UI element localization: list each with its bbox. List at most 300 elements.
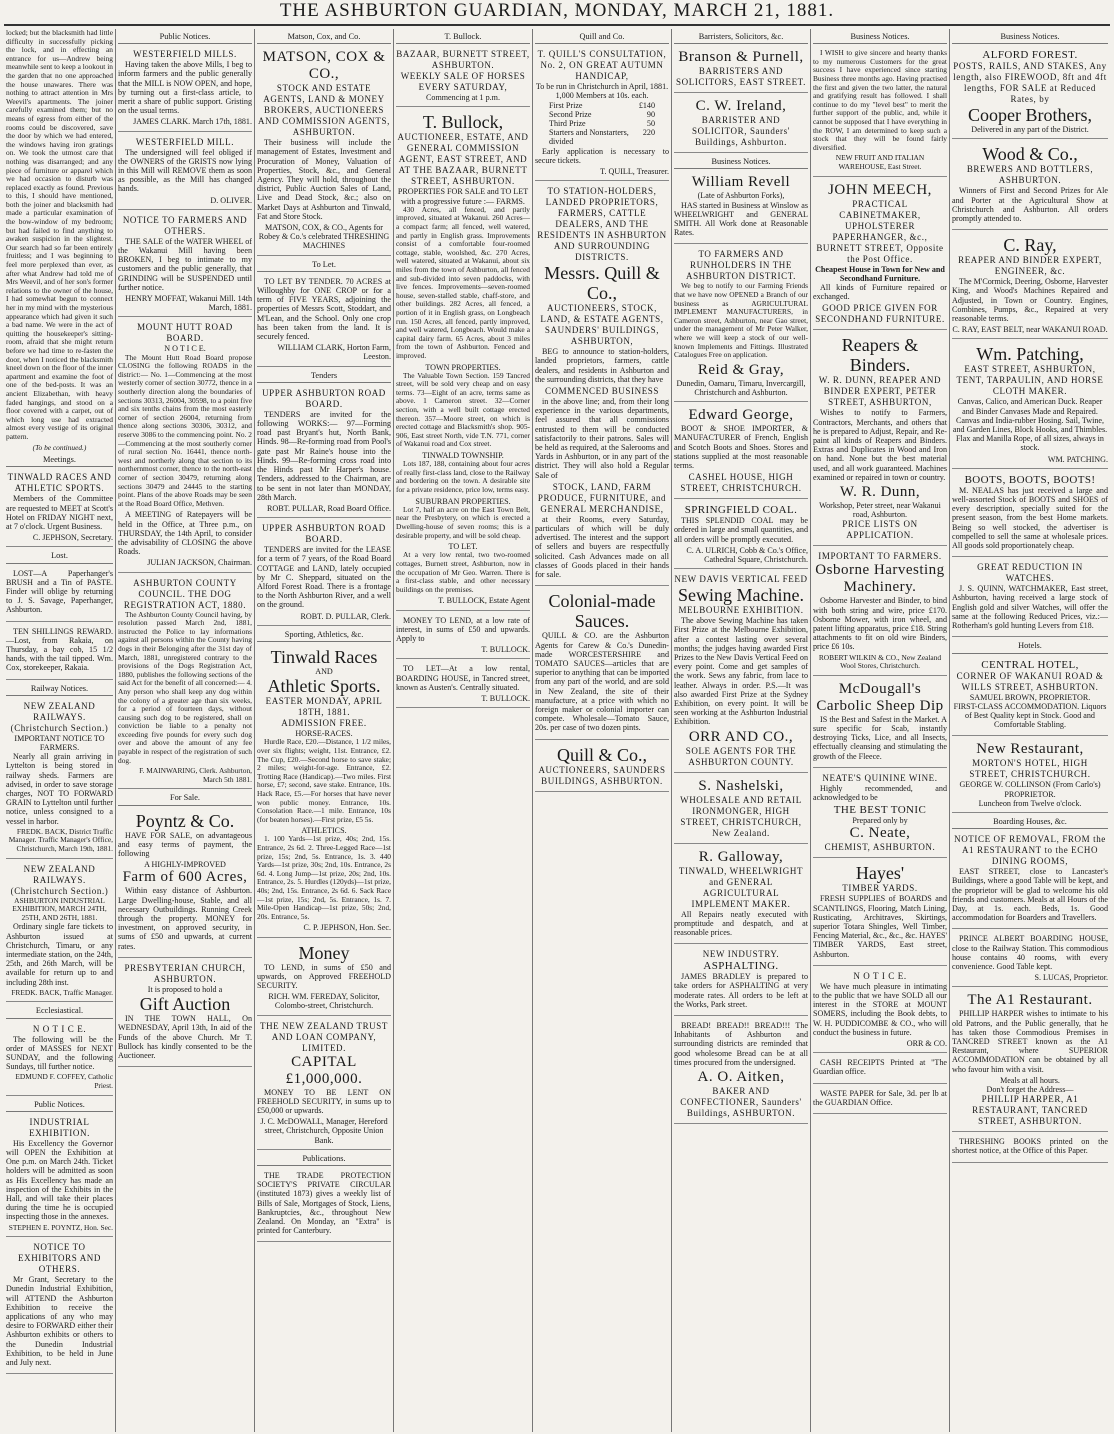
ad-signature: S. LUCAS, Proprietor.	[1034, 973, 1108, 983]
ad-signature: T. BULLOCK.	[481, 645, 530, 655]
ad-watches	[952, 560, 1108, 637]
ad-body: TO LET—At a low rental, BOARDING HOUSE, in Tancred street, known as Austen's. Centrally situated.	[396, 664, 530, 692]
ad-waste-paper	[813, 1087, 947, 1114]
ad-signature: WM. PATCHING.	[1047, 454, 1108, 464]
ad-body: All Repairs neatly executed with promptitude and despatch, and at reasonable prices.	[674, 909, 808, 938]
ad-firm-name: Hayes'	[855, 863, 905, 884]
ad-meech	[813, 180, 947, 331]
column-5	[533, 29, 671, 1432]
ad-body: 1. 100 Yards—1st prize, 40s; 2nd, 15s. Entrance, 2s 6d. 2. Three-Legged Race—1st prize, 15s; 2nd, 5s. Entrance, 1s. 3. 440 Yards—1st prize, 30s; 2nd, 10s. Entrance, 2s 6d. 4. Long Jump—1st prize, 20s; 2nd, 10s. Entrance, 2s. 5. Hurdles (120yds)—1st prize, 40s; 2nd, 15s. Entrance, 2s 6d. 6. Sack Race—1st prize, 15s; 2nd, 5s. Entrance, 1s. 7. Mile-Open Handicap—1st prize, 50s; 2nd, 20s. Entrance, 5s.	[257, 834, 391, 921]
ad-body: We beg to notify to our Farming Friends that we have now OPENED a Branch of our business as AGRICULTURAL IMPLEMENT MANUFACTURERS, in Cameron street, Ashburton, near Gao street, under the management of Mr Peter Walker, where we will keep a stock of our well-known Implements and Fittings. Illustrated Catalogues Free on application.	[674, 281, 808, 360]
to-be-continued: (To be continued.)	[32, 442, 87, 452]
prize-row	[535, 119, 669, 128]
section-header-business: Business Notices.	[952, 31, 1108, 44]
ad-headline: Colonial-made Sauces.	[548, 591, 656, 632]
ad-firm-name: MATSON, COX & CO.,	[262, 49, 386, 83]
ad-title: IMPORTANT TO FARMERS.	[818, 551, 942, 562]
ad-title: NOTICE TO EXHIBITORS AND OTHERS.	[18, 1242, 101, 1275]
ad-subheader: TOWN PROPERTIES.	[425, 362, 501, 372]
ad-body: 430 Acres, all fenced, and partly improved, situated at Wakanui. 260 Acres—a compact farm; all fenced, well watered, and partly in English grass. Improvements consist of a comfortable four-roomed cottage, stable, woolshed, &c. 270 Acres, well watered, situated at Wakanui, about six miles from the town of Ashburton, all fenced and sub-divided into seven paddocks, with live fences. Improvements—seven-roomed house, seven-stalled stable, chaff-store, and other buildings. 282 Acres, all fenced, a portion of it in English grass, on Longbeach run. 150 Acres, all fenced, partly improved, and well watered, Longbeach. Would make a capital dairy farm. 65 Acres, about 3 miles from the town of Ashburton. Fenced and improved.	[396, 204, 530, 360]
ad-subtitle: Dunedin, Oamaru, Timaru, Invercargill, Christchurch and Ashburton.	[676, 378, 806, 397]
ad-osborne	[813, 549, 947, 675]
ad-body: TENDERS are invited for the LEASE for a term of 7 years, of the Road Board COTTAGE and LAND, lately occupied by Mr C. Sheppard, situated on the Alford Forest Road. There is a frontage to the North Ashburton River, and a well on the ground.	[257, 545, 391, 610]
ad-westerfield-mills	[118, 47, 252, 131]
ad-subtitle: To be run in Christchurch in April, 1881.	[535, 82, 669, 92]
ad-firm-name: C. Ray,	[1003, 235, 1057, 256]
ad-quill-auctioneers	[535, 743, 669, 792]
ad-nashelski	[674, 776, 808, 844]
ad-exhibitors	[6, 1240, 113, 1374]
ad-t-bullock	[396, 110, 530, 610]
ad-body: Winners of First and Second Prizes for Ale and Porter at the Agricultural Show at Christchurch and Ashburton. All orders promptly attended to.	[952, 186, 1108, 224]
ad-body: PHILLIP HARPER wishes to intimate to his old Patrons, and the Public generally, that he has taken those Commodious Premises in TANCRED STREET known as the A1 Restaurant, where SUPERIOR ACCOMMODATION can be obtained by all who favour him with a visit.	[952, 1009, 1108, 1074]
ad-body: Highly recommended, and acknowledged to be	[813, 783, 947, 802]
ad-title: SPRINGFIELD COAL.	[684, 504, 798, 517]
ad-body: The undersigned will feel obliged if the OWNERS of the GRISTS now lying in this Mill will REMOVE them as soon as possible, as the Mill has changed hands.	[118, 147, 252, 194]
ad-subheader: SUBURBAN PROPERTIES.	[415, 496, 511, 506]
ad-firm-name: Messrs. Quill & Co.,	[544, 263, 660, 304]
ad-body: Luncheon from Twelve o'clock.	[978, 798, 1082, 808]
section-header-bullock: T. Bullock.	[396, 31, 530, 44]
section-header-publications: Publications.	[257, 1153, 391, 1166]
ad-signature: C. JEPHSON, Secretary.	[32, 533, 113, 543]
ad-subtitle: WEEKLY SALE OF HORSES EVERY SATURDAY,	[400, 71, 526, 93]
section-header-sporting: Sporting, Athletics, &c.	[257, 629, 391, 642]
ad-firm-name: S. Nashelski,	[698, 777, 784, 794]
ad-title: WESTERFIELD MILLS.	[133, 49, 237, 60]
ad-signature: MATSON, COX, & CO., Agents for Robey & Co.'s celebrated THRESHING MACHINES	[258, 223, 390, 251]
ad-title: ASHBURTON COUNTY COUNCIL. THE DOG REGISTRATION ACT, 1880.	[123, 577, 247, 610]
section-header-meetings: Meetings.	[6, 454, 113, 467]
ad-notice-farmers	[118, 213, 252, 318]
ad-body: at their Rooms, every Saturday, particulars of which will be duly advertised. The interest and the support of sellers and buyers are respectfully solicited. Cash Advances made on all classes of Goods placed in their hands for sale.	[535, 514, 669, 580]
ad-firm-name: W. R. Dunn,	[839, 483, 921, 500]
ad-masses	[6, 1022, 113, 1096]
ad-body: BOOT & SHOE IMPORTER, & MANUFACTURER of French, English and Scotch Boots and Shoes. Stores and stations supplied at the most reasonable terms.	[674, 424, 808, 470]
ad-subtitle: BARRISTERS AND SOLICITORS, EAST STREET.	[676, 66, 806, 88]
ad-revell	[674, 172, 808, 244]
ad-to-let-tender	[257, 275, 391, 367]
ad-body: The above Sewing Machine has taken First Prize at the Melbourne Exhibition, after a contest lasting over several months; the judges having awarded First Prizes to the New Davis Vertical Feed on every point. Come and get samples of the work. Sews any fabric, from lace to leather. Always in order. P.S.—It was also awarded First Prize at the Sydney Exhibition, on every point. It will be seen working at the Ashburton Industrial Exhibition.	[674, 616, 808, 727]
ad-subheader: HORSE-RACES.	[295, 729, 353, 739]
ad-body: HAS started in Business at Winslow as WHEELWRIGHT and GENERAL SMITH. All Work done at Reasonable Rates.	[674, 200, 808, 238]
ad-headline: Gift Auction	[139, 994, 231, 1015]
ad-firm-name: Branson & Purnell,	[678, 49, 804, 66]
ad-colonial-sauces	[535, 589, 669, 739]
section-header-business: Business Notices.	[674, 156, 808, 169]
section-header-tenders: Tenders	[257, 370, 391, 383]
ad-signature: JAMES CLARK. March 17th, 1881.	[133, 117, 252, 127]
ad-prepared: Prepared only by	[852, 816, 908, 826]
ad-body: THIS SPLENDID COAL may be ordered in large and small quantities, and all orders will be promptly executed.	[674, 516, 808, 544]
ad-signature: STEPHEN E. POYNTZ, Hon. Sec.	[8, 1222, 113, 1232]
ad-body: FIRST-CLASS ACCOMMODATION. Liquors of Best Quality kept in Stock. Good and Comfortable Stabling.	[953, 701, 1107, 730]
ad-body: LOST—A Paperhanger's BRUSH and a Tin of PASTE. Finder will oblige by returning to J. S. Savage, Paperhanger, Ashburton.	[6, 568, 113, 615]
ad-title: MOUNT HUTT ROAD BOARD.	[137, 322, 233, 344]
ad-title: NEW INDUSTRY.	[702, 949, 780, 960]
ad-body: Nearly all grain arriving in Lyttelton is being stored in railway sheds. Farmers are advised, in order to save storage charges, NOT TO FORWARD GRAIN to Lyttelton until further notice, unless consigned to a vessel in harbor.	[6, 752, 113, 826]
prize-row	[535, 101, 669, 110]
ad-title: WESTERFIELD MILL.	[135, 136, 235, 147]
ad-signature: J. C. McDOWALL, Manager, Hereford street, Christchurch, Opposite Union Bank.	[260, 1117, 388, 1145]
ad-subtitle: AUCTIONEER, ESTATE, AND GENERAL COMMISSION AGENT, EAST STREET, AND AT THE BAZAAR, BURNETT STREET, ASHBURTON.	[397, 132, 529, 187]
section-header-lost: Lost.	[6, 550, 113, 563]
ad-firm-name: A. O. Aitken,	[697, 1069, 785, 1086]
ad-body: PRINCE ALBERT BOARDING HOUSE, close to the Railway Station. This commodious house contains 40 rooms, with every convenience. Good Table kept.	[952, 934, 1108, 971]
ad-forget: Don't forget the Address—	[986, 1084, 1074, 1094]
ad-regular-sale: STOCK, LAND, FARM PRODUCE, FURNITURE, and GENERAL MERCHANDISE,	[537, 481, 667, 514]
ad-headline: Osborne Harvesting Machinery.	[815, 562, 945, 596]
ad-body: M. NEALAS has just received a large and well-assorted Stock of BOOTS and SHOES of every description, specially suited for the present season, from the best Home markets. Being so well stocked, the advertiser is compelled to sell the same at wholesale prices. All goods sold proportionately cheap.	[952, 485, 1108, 551]
ad-commenced: COMMENCED BUSINESS	[544, 386, 660, 397]
ad-body: Having taken the above Mills, I beg to inform farmers and the public generally that the MILL is NOW OPEN, and hope, by turning out a first-class article, to merit a share of public support. Gristing on the usual terms.	[118, 60, 252, 116]
ad-body: Lots 187, 188, containing about four acres of really first-class land, close to the Railway and bordering on the town. A desirable site for a private residence, price low, terms easy.	[396, 459, 530, 495]
column-3	[255, 29, 393, 1432]
ad-body: BREAD! BREAD!! BREAD!!! The Inhabitants of Ashburton and surrounding districts are reminded that good wholesome Bread can be at all times procured from the undersigned.	[674, 1021, 808, 1067]
ad-title: GREAT REDUCTION IN WATCHES.	[977, 562, 1083, 584]
ad-signature: PHILLIP HARPER, A1 RESTAURANT, TANCRED STREET, ASHBURTON.	[972, 1094, 1088, 1127]
section-header-quill: Quill and Co.	[535, 31, 669, 44]
ad-signature: NEW FRUIT AND ITALIAN WAREHOUSE, East Street.	[835, 153, 925, 171]
ad-signature: T. BULLOCK, Estate Agent	[438, 596, 530, 606]
ad-nz-trust	[257, 1019, 391, 1150]
masthead-rule	[4, 24, 1110, 26]
ad-title: NEW DAVIS VERTICAL FEED	[674, 574, 808, 585]
ad-subtitle: A HIGHLY-IMPROVED	[144, 860, 226, 870]
ad-signature: C. P. JEPHSON, Hon. Sec.	[303, 923, 391, 933]
ad-body: The Mount Hutt Road Board propose CLOSING the following ROADS in the district:— No. 1—Commencing at the most westerly corner of section 30772, thence in a southerly direction along the boundaries of sections 30313, 26004, 30598, to a point five and six tenths chains from the most easterly corner of section 26004, returning from thence along sections 30306, 30312, and reserve 3086 to the commencing point. No. 2—Commencing at the most southerly corner of rural section No. 16441, thence north-west and northerly along that section to its northernmost corner, thence to the north-east corner of section 30479, returning along sections 30479 and 24445 to the starting point. Plans of the above Roads may be seen at the Road Board Office, Methven.	[118, 352, 252, 508]
ad-headline: Athletic Sports.	[267, 676, 381, 697]
prize-value: £140	[638, 100, 655, 110]
ad-body: His Excellency the Governor will OPEN the Exhibition at One p.m. on March 24th. Ticket holders will be admitted as soon as His Excellency has made an inspection of the Exhibits in the Hall, and will take their places during the time he is occupied inspecting those in the annexes.	[6, 1138, 113, 1222]
column-6	[672, 29, 810, 1432]
section-header-hotels: Hotels.	[952, 640, 1108, 653]
ad-body: Members of the Committee are requested to MEET at Scott's Hotel on FRIDAY NIGHT next, at 7 o'clock. Urgent Business.	[6, 494, 113, 531]
ad-firm-name: Poyntz & Co.	[135, 810, 235, 831]
ad-springfield-coal	[674, 502, 808, 569]
ad-matson-cox	[257, 47, 391, 255]
ad-admission: ADMISSION FREE.	[281, 718, 367, 729]
section-header-boarding: Boarding Houses, &c.	[952, 816, 1108, 829]
ad-subtitle: ASHBURTON INDUSTRIAL EXHIBITION, MARCH 24TH, 25TH, AND 26TH, 1881.	[12, 895, 107, 922]
ad-reapers-binders	[813, 333, 947, 546]
ad-body: WASTE PAPER for Sale, 3d. per lb at the GUARDIAN Office.	[813, 1088, 947, 1107]
prize-label: Second Prize	[549, 109, 592, 119]
ad-body: MONEY TO BE LENT ON FREEHOLD SECURITY, in sums up to £50,000 or upwards.	[257, 1087, 391, 1116]
ad-quill-business	[535, 184, 669, 586]
ad-headline: Cheapest House in Town for New and Secondhand Furniture.	[815, 264, 945, 283]
ad-body: TO LEND, in sums of £50 and upwards, on Approved FREEHOLD SECURITY.	[257, 962, 391, 991]
ad-subtitle: W. R. DUNN, REAPER AND BINDER EXPERT, PETER STREET, ASHBURTON,	[818, 375, 942, 408]
ad-edward-george	[674, 405, 808, 499]
ad-headline: Money	[298, 942, 350, 963]
ad-notice-orr	[813, 969, 947, 1053]
ad-money-lend	[396, 614, 530, 660]
ad-body: JAMES BRADLEY is prepared to take orders for ASPHALTING at very moderate rates. All orders to be left at the Works, Park street.	[674, 972, 808, 1009]
ad-body: Their business will include the management of Estates, Investment and Procuration of Money, Valuation of Properties, Stock, &c., and General Agency. They will hold, throughout the district, Public Auction Sales of Land, Live and Dead Stock, &c.; also on Market Days at Ashburton and Tinwald, Fat and Store Stock.	[257, 138, 391, 221]
ad-subtitle: TINWALD, WHEELWRIGHT and GENERAL AGRICULTURAL IMPLEMENT MAKER.	[678, 865, 804, 909]
ad-aitken	[674, 1019, 808, 1124]
ad-mount-hutt	[118, 320, 252, 572]
ad-body: Early application is necessary to secure tickets.	[535, 146, 669, 165]
ad-subtitle: EAST STREET, ASHBURTON, TENT, TARPAULIN, AND HORSE CLOTH MAKER.	[956, 364, 1104, 397]
ad-members: 1,000 Members at 10s. each.	[555, 91, 649, 101]
ad-reid-gray	[674, 247, 808, 402]
ad-headline: McDougall's Carbolic Sheep Dip	[816, 680, 944, 714]
ad-title: INDUSTRIAL EXHIBITION.	[29, 1116, 90, 1138]
ad-upper-ashburton-works	[257, 386, 391, 518]
ad-body: THE SALE of the WATER WHEEL of the Wakanui Mill having been BROKEN, I beg to intimate to my customers and the public generally, that GRINDING will be SUSPENDED until further notice.	[118, 236, 252, 292]
ad-ireland	[674, 96, 808, 153]
prize-label: First Prize	[549, 100, 583, 110]
ad-signature: T. BULLOCK.	[481, 694, 530, 703]
ad-and: AND	[315, 666, 333, 676]
ad-firm-name: Reid & Gray,	[697, 361, 785, 378]
ad-headline: CAPITAL £1,000,000.	[285, 1053, 363, 1087]
ad-title: NEW ZEALAND RAILWAYS. (Christchurch Section.)	[10, 863, 109, 896]
ad-headline: CENTRAL HOTEL,	[981, 658, 1079, 671]
ad-title: NEATE'S QUININE WINE.	[822, 772, 938, 783]
ad-subtitle: SOLE AGENTS FOR THE ASHBURTON COUNTY.	[685, 745, 797, 767]
ad-signature: C. A. ULRICH, Cobb & Co.'s Office, Cathedral Square, Christchurch.	[686, 545, 808, 564]
ad-fruit-warehouse	[813, 47, 947, 176]
ad-westerfield-mill	[118, 135, 252, 210]
ad-headline: BOOTS, BOOTS, BOOTS!	[964, 473, 1096, 486]
ad-title: UPPER ASHBURTON ROAD BOARD.	[262, 387, 386, 409]
ad-subtitle: BREWERS AND BOTTLERS, ASHBURTON.	[966, 164, 1094, 186]
ad-body: Ordinary single fare tickets to Ashburton issued at Christchurch, Timaru, or any intermediate station, on the 24th, 25th, and 26th March, will be available for return up to and including 28th inst.	[6, 922, 113, 987]
ad-body: We have much pleasure in intimating to the public that we have SOLD all our interest in the STORE at MOUNT SOMERS, including the Book debts, to W. H. PUDDICOMBE & CO., who will conduct the business in future.	[813, 981, 947, 1037]
ad-headline: THE BEST TONIC	[833, 804, 927, 817]
ad-railway-farmers	[6, 699, 113, 859]
ad-date: EASTER MONDAY, APRIL 18TH, 1881.	[265, 696, 383, 718]
ad-meals: Meals at all hours.	[1000, 1075, 1060, 1085]
ad-trade-protection	[257, 1169, 391, 1242]
column-4	[394, 29, 532, 1432]
ad-headline: Farm of 600 Acres,	[122, 869, 248, 886]
ad-subtitle: MORTON'S HOTEL, HIGH STREET, CHRISTCHURCH.	[969, 758, 1091, 780]
ad-firm-name: ORR AND CO.,	[688, 728, 794, 745]
ad-body: TENDERS are invited for the following WORKS:— 97—Forming road past Bryant's hut, North Bank, Hinds. 98—Re-forming road from Pool's gate past Mr Raine's house into the Hinds. 99—Re-forming cross road into the Hinds past Mr Harper's house. Tenders, addressed to the Chairman, are to be sent in not later than MONDAY, 28th March.	[257, 409, 391, 502]
masthead: THE ASHBURTON GUARDIAN, MONDAY, MARCH 21, 1881.	[279, 0, 835, 21]
ad-dog-registration	[118, 576, 252, 790]
ad-body: The Valuable Town Section. 159 Tancred street, will be sold very cheap and on easy terms. 73—Eight of an acre, terms same as above. 1 Cameron street. 32—Corner section, with a well built cottage erected thereon. 357—Moore street, on which is erected cottage and Blacksmith's shop. 905-906, East street North, vide T.N. 771, corner of Wakanui road and Cox street.	[396, 370, 530, 449]
ad-title: ALFORD FOREST.	[982, 49, 1078, 62]
ad-body: Wishes to notify to Farmers, Contractors, Merchants, and others that he is prepared to Adjust, Repair, and Re-paint all kinds of Reapers and Binders. Extras and Duplicates in Wood and Iron on hand. None but the best material used, and all work guaranteed. Machines examined or repaired in town or country.	[813, 408, 947, 482]
ad-body: The Ashburton County Council having, by resolution passed March 2nd, 1881, instructed the Police to lay informations against all persons within the County having dogs in their Belonging after the 31st day of March, 1881, unregistered contrary to the provisions of the Dogs Registration Act, 1880, publishes the following sections of the said Act for the benefit of all concerned:— 4. Any person who shall keep any dog within the colony of a greater age than six weeks, for a period of fourteen days, without causing such dog to be registered, shall on conviction be liable to a penalty not exceeding five pounds for every such dog over and above the amount of any fee payable in respect of the registration of such dog.	[118, 609, 253, 765]
ad-asphalting	[674, 947, 808, 1016]
ad-lost-brush	[6, 567, 113, 622]
ad-title: N O T I C E.	[32, 1023, 87, 1034]
ad-body-meeting: A MEETING of Ratepayers will be held in the Office, at Three p.m., on THURSDAY, the 14th April, to consider the advisability of CLOSING the above Roads.	[118, 510, 252, 557]
ad-wood-co	[952, 142, 1108, 230]
ad-body: The M'Cormick, Deering, Osborne, Harvester King, and Wood's Machines Repaired and Adjusted, in Town or Country. Engines, Combines, Pumps, &c., Repaired at very reasonable terms.	[952, 277, 1108, 324]
section-header-public-notices: Public Notices.	[118, 31, 252, 44]
ad-body: BEG to announce to station-holders, landed proprietors, farmers, cattle dealers, and residents in Ashburton and the surrounding districts, that they have	[535, 347, 669, 384]
ad-body: QUILL & CO. are the Ashburton Agents for Carew & Co.'s Dunedin-made WORCESTERSHIRE and TOMATO SAUCES—articles that are superior to anything that can be imported from any part of the world, and are sold in New Zealand, the site of their manufacture, at a price with which no foreign maker or colonial importer can compete. Wholesale—Tomato Sauce, 20s. per case of two dozen pints.	[535, 631, 669, 733]
ad-c-ray	[952, 233, 1108, 339]
ad-signature: C. RAY, EAST BELT, near WAKANUI ROAD.	[952, 325, 1108, 335]
ad-body: HAVE FOR SALE, on advantageous and easy terms of payment, the following	[118, 830, 252, 859]
ad-body: THE TRADE PROTECTION SOCIETY'S PRIVATE CIRCULAR (instituted 1873) gives a weekly list of Bills of Sale, Mortgages of Stock, Liens, Bankruptcies, &c., throughout New Zealand. On Monday, an "Extra" is printed for Canterbury.	[257, 1171, 391, 1236]
ad-body: in the above line; and, from their long experience in the various departments, feel assured that all commissions entrusted to them will be conducted satisfactorily to their patrons. Sales will be held as required, at the Salerooms and Yards in Ashburton, or in any part of the district. They will also hold a Regular Sale of	[535, 397, 669, 480]
ad-body: The following will be the order of MASSES for NEXT SUNDAY, and the following Sundays, till further notice.	[6, 1034, 113, 1072]
ad-title: NOTICE OF REMOVAL, FROM the A1 RESTAURANT to the ECHO DINING ROOMS,	[954, 834, 1106, 867]
ad-new-restaurant	[952, 739, 1108, 813]
ad-signature: FREDK. BACK, District Traffic Manager. Traffic Manager's Office, Christchurch, March 19th, 1881.	[8, 826, 113, 853]
ad-subtitle: IMPORTANT NOTICE TO FARMERS.	[14, 733, 105, 752]
ad-headline: ASPHALTING.	[703, 960, 779, 973]
ad-subtitle: TIMBER YARDS.	[842, 883, 918, 894]
ad-title: NOTICE TO FARMERS AND OTHERS.	[122, 214, 248, 236]
ad-body: I WISH to give sincere and hearty thanks to my numerous Customers for the great success I have experienced since starting Business three months ago. Having practised the first and given the two latter, the natural and gratifying result has followed. I shall continue to do my "level best" to merit the further support of the public, and, while it cannot be supposed that I have everything in the ROW, I am determined to keep such a stock that they will be found fairly diversified.	[813, 48, 947, 152]
ad-firm-name: Edward George,	[688, 407, 794, 424]
ad-signature: WILLIAM CLARK, Horton Farm, Leeston.	[277, 343, 391, 362]
ad-title: PRESBYTERIAN CHURCH, ASHBURTON.	[124, 962, 246, 984]
ad-presbyterian	[118, 961, 252, 1067]
ad-money-fereday	[257, 941, 391, 1016]
ad-subtitle: (Late of Ashburton Forks),	[697, 191, 785, 201]
section-header-barristers: Barristers, Solicitors, &c.	[674, 31, 808, 44]
ad-signature: FREDK. BACK, Traffic Manager.	[11, 987, 113, 997]
ad-removal	[952, 832, 1108, 929]
ad-signature: ROBERT WILKIN & CO., New Zealand Wool Stores, Christchurch.	[818, 652, 942, 671]
column-8	[950, 29, 1110, 1432]
ad-signature: D. OLIVER.	[210, 195, 252, 205]
ad-threshing-books	[952, 1135, 1108, 1162]
ad-title: TO FARMERS AND RUNHOLDERS IN THE ASHBURTON DISTRICT.	[685, 249, 797, 282]
ad-title: N O T I C E.	[853, 970, 907, 981]
ad-time: Commencing at 1 p.m.	[426, 93, 500, 103]
ad-body: Mr Grant, Secretary to the Dunedin Industrial Exhibition, will ATTEND the Ashburton Exhibition to receive the applications of any who may desire to FORWARD either their Ashburton exhibits or others to the Dunedin Industrial Exhibition, to be held in June and July next.	[6, 1275, 113, 1368]
ad-subtitle: BARRISTER AND SOLICITOR, Saunders' Buildings, Ashburton.	[692, 115, 790, 148]
ad-body: FRESH SUPPLIES of BOARDS and SCANTLINGS, Flooring, Match Lining, Rusticating, Architraves, Skirtings, superior Totara Shingles, Well Timber, Fencing Material, &c., &c., &c. HAYES' TIMBER YARDS, East street, Ashburton.	[813, 894, 947, 959]
ad-headline: New Restaurant,	[976, 741, 1084, 758]
ad-neate	[813, 771, 947, 859]
ad-subtitle: MELBOURNE EXHIBITION.	[678, 605, 804, 616]
ad-body: MONEY TO LEND, at a low rate of interest, in sums of £50 and upwards. Apply to	[396, 615, 530, 643]
ad-firm-name: T. Bullock,	[422, 112, 504, 133]
section-header-to-let: To Let.	[257, 259, 391, 272]
ad-body: EAST STREET, close to Lancaster's Buildings, where a good Table will be kept, and the proprietor will be glad to welcome his old friends and customers. Meals at all Hours of the Day, at 1s. each. Beds, 1s. Good accommodation for Boarders and Travellers.	[952, 867, 1108, 923]
ad-subheader: TO LET.	[448, 542, 478, 552]
ad-firm-name: R. Galloway,	[698, 848, 784, 865]
ad-signature: F. MAINWARING, Clerk. Ashburton, March 5th 1881.	[139, 766, 252, 784]
ad-body: All kinds of Furniture repaired or exchanged.	[813, 282, 947, 302]
ad-boarding-to-let	[396, 662, 530, 708]
ad-headline: The A1 Restaurant.	[967, 992, 1093, 1009]
ad-body: IN THE TOWN HALL, On WEDNESDAY, April 13th, In aid of the Funds of the above Church. Mr T. Bullock has kindly consented to be the Auctioneer.	[118, 1014, 252, 1060]
ad-body: TO LET BY TENDER. 70 ACRES at Willoughby for ONE CROP or for a term of FIVE YEARS, adjoining the properties of Messrs Scott, Stoddart, and M'Lean, and the School. Only one crop has been taken from the land. It is securely fenced.	[257, 276, 391, 342]
ad-signature: T. QUILL, Treasurer.	[600, 167, 669, 177]
ad-price-list: PRICE LISTS ON APPLICATION.	[842, 519, 918, 541]
ad-headline: Sewing Machine.	[678, 585, 804, 606]
ad-body: TEN SHILLINGS REWARD.—Lost, from Rakaia, on Thursday, a bay cob, 15 1/2 hands, with the tail tipped. Wm. Cox, storekeeper, Rakaia.	[6, 626, 113, 673]
section-header-public-notices: Public Notices.	[6, 1099, 113, 1112]
ad-upper-ashburton-lease	[257, 521, 391, 626]
ad-headline: Reapers & Binders.	[841, 335, 919, 376]
section-header-business: Business Notices.	[813, 31, 947, 44]
section-header-ecclesiastical: Ecclesiastical.	[6, 1005, 113, 1018]
ad-firm-name: Wm. Patching,	[976, 344, 1084, 365]
ad-title: UPPER ASHBURTON ROAD BOARD.	[262, 523, 386, 545]
ad-boots	[952, 472, 1108, 557]
ad-title: TINWALD RACES AND ATHLETIC SPORTS.	[7, 472, 112, 494]
ad-body: Osborne Harvester and Binder, to bind with both string and wire, price £170. Osborne Mower, with iron wheel, and patent lifting apparatus, price £18. String attachments to fit on old wire Binders, price £6 10s.	[813, 596, 947, 652]
ad-signature: RICH. WM. FEREDAY, Solicitor, Colombo-street, Christchurch.	[268, 992, 380, 1011]
ad-subtitle: BAKER AND CONFECTIONER, Saunders' Buildings, ASHBURTON.	[680, 1086, 802, 1119]
ad-title: TO STATION-HOLDERS, LANDED PROPRIETORS, FARMERS, CATTLE DEALERS, AND THE RESIDENTS IN ASHBURTON AND SURROUNDING DISTRICTS.	[537, 186, 667, 263]
ad-firm-name: Quill & Co.,	[556, 744, 647, 765]
ad-signature: JULIAN JACKSON, Chairman.	[147, 558, 252, 568]
prize-value: 220	[642, 128, 655, 138]
ad-signature: SAMUEL BROWN, PROPRIETOR.	[969, 692, 1091, 702]
ad-subtitle: It is proposed to hold a	[147, 984, 223, 994]
ad-sewing-machine	[674, 572, 808, 772]
ad-firm-name: JOHN MEECH,	[828, 181, 932, 198]
ad-quill-consultation	[535, 47, 669, 181]
prize-row	[535, 128, 669, 146]
ad-headline: Tinwald Races	[270, 646, 378, 667]
prize-value: 90	[646, 109, 655, 119]
ad-galloway	[674, 847, 808, 945]
serial-story: locked; but the blacksmith had little difficulty in successfully picking the lock, and in effecting an entrance for us—Andrew being meanwhile sent to keep a lookout in the garden that no one approached the house unawares. There was nothing to attract attention in Mrs Weevil's apartments. The joiner carefully examined them; but no means of egress from either of the rooms could be discovered, save the door by which we had entered, the windows having iron gratings on. We took the utmost care that nothing was disarranged; and any piece of furniture or apparel which we had occasion to disturb was replaced exactly as found. Previous to this, I should have mentioned, both the joiner and blacksmith had made a particular examination of the bow-window of my bedroom; but had failed to find anything to awaken suspicion in the slightest. Our search had so far been entirely fruitless; and I was beginning to feel more perplexed than ever, as after what Andrew had told me of Mrs Weevil, and of her son's former relations to the owner of the house, I had somewhat begun to connect her in my mind with the mysterious appearance which had given it such a bad name. We were in the act of quitting the housekeeper's sitting-room, afraid that she might return before we had time to re-fasten the door, when I noticed the blacksmith kneel down on the floor of the inner apartment and examine the foot of one of the bed-posts. It was an ancient Elizabethan, with heavy faded hangings, and stood on a floor covered with a carpet, out of which long use had extracted almost every vestige of its original pattern.	[6, 29, 113, 441]
ad-price: GOOD PRICE GIVEN FOR SECONDHAND FURNITURE.	[815, 303, 945, 325]
prize-label: Third Prize	[549, 119, 586, 129]
ad-tinwald-races	[257, 645, 391, 938]
ad-title: NEW ZEALAND RAILWAYS. (Christchurch Section.)	[10, 700, 109, 733]
ad-body: CASH RECEIPTS Printed at "The Guardian office.	[813, 1058, 947, 1077]
prize-row	[535, 110, 669, 119]
ad-address: CASHEL HOUSE, HIGH STREET, CHRISTCHURCH.	[680, 472, 802, 494]
ad-firm-name: C. Neate,	[849, 825, 911, 842]
column-1	[4, 29, 115, 1432]
ad-sheep-dip	[813, 679, 947, 768]
ad-body: At a very low rental, two two-roomed cottages, Burnett street, Ashburton, now in the occupation of Mr Geo. Warren. There is a first-class stable, and other necessary buildings on the premises.	[396, 550, 530, 594]
ad-subtitle: STOCK AND ESTATE AGENTS, LAND & MONEY BROKERS, AUCTIONEERS AND COMMISSION AGENTS, ASHBURTON.	[258, 83, 390, 138]
ad-lost-reward	[6, 625, 113, 680]
ad-meeting	[6, 470, 113, 547]
ad-body: Hurdle Race, £20.—Distance, 1 1/2 miles, over six flights; weight, 11st. Entrance, £2. The Cup, £20.—Second horse to save stake; 2 miles; weight-for-age. Entrance, £2. Trotting Race (Handicap).—Two miles. First horse, £7; second, save stake. Entrance, 10s. Hack Race, £5.—For horses that have never won public money. Entrance, 10s. Consolation Race.—1 mile. Entrance, 10s (for beaten horses).—First prize, £5 5s.	[257, 737, 391, 824]
ad-signature: ORR & CO.	[906, 1039, 947, 1049]
ad-body: Delivered in any part of the District.	[971, 125, 1089, 135]
ad-cash-receipts	[813, 1056, 947, 1083]
ad-subtitle: AUCTIONEERS, STOCK, LAND, & ESTATE AGENTS, SAUNDERS' BUILDINGS, ASHBURTON,	[540, 303, 664, 347]
ad-title: T. QUILL'S CONSULTATION, No. 2, ON GREAT AUTUMN HANDICAP,	[537, 49, 667, 82]
ad-subheader: PROPERTIES FOR SALE and TO LET with a progressive future :— FARMS.	[397, 187, 529, 206]
ad-signature: EDMUND F. COFFEY, Catholic Priest.	[15, 1072, 113, 1090]
ad-poyntz	[118, 809, 252, 958]
ad-a1-restaurant	[952, 990, 1108, 1132]
ad-body: IS the Best and Safest in the Market. A sure specific for Scab, instantly destroying Ticks, Lice, and all Insects, effectually cleansing and stimulating the growth of the Fleece.	[813, 714, 947, 761]
ad-subtitle: CHEMIST, ASHBURTON.	[824, 842, 936, 853]
ad-body: Lot 7, half an acre on the East Town Belt, near the Presbytery, on which is erected a Dwelling-house of seven rooms; this is a desirable property, and will be sold cheap.	[396, 504, 530, 540]
ad-subtitle: REAPER AND BINDER EXPERT, ENGINEER, &c.	[958, 255, 1102, 277]
ad-firm-name: Cooper Brothers,	[968, 105, 1092, 126]
ad-subtitle: PRACTICAL CABINETMAKER, UPHOLSTERER PAPERHANGER, &c., BURNETT STREET, Opposite the Post Office.	[816, 198, 944, 264]
ad-firm-name: William Revell	[691, 174, 791, 191]
ad-signature: ROBT. D. PULLAR, Clerk.	[300, 611, 391, 621]
section-header-for-sale: For Sale.	[118, 792, 252, 805]
section-header-railway: Railway Notices.	[6, 683, 113, 696]
prize-label: Starters and Nonstarters, divided	[549, 128, 629, 147]
ad-firm-name: Wood & Co.,	[982, 144, 1078, 165]
ad-alford-forest	[952, 47, 1108, 139]
prize-value: 50	[646, 119, 655, 129]
ad-subtitle: CORNER OF WAKANUI ROAD & WILLS STREET, ASHBURTON.	[956, 670, 1104, 692]
column-2	[116, 29, 254, 1432]
ad-signature: HENRY MOFFAT, Wakanui Mill. 14th March, 1881.	[125, 294, 252, 313]
